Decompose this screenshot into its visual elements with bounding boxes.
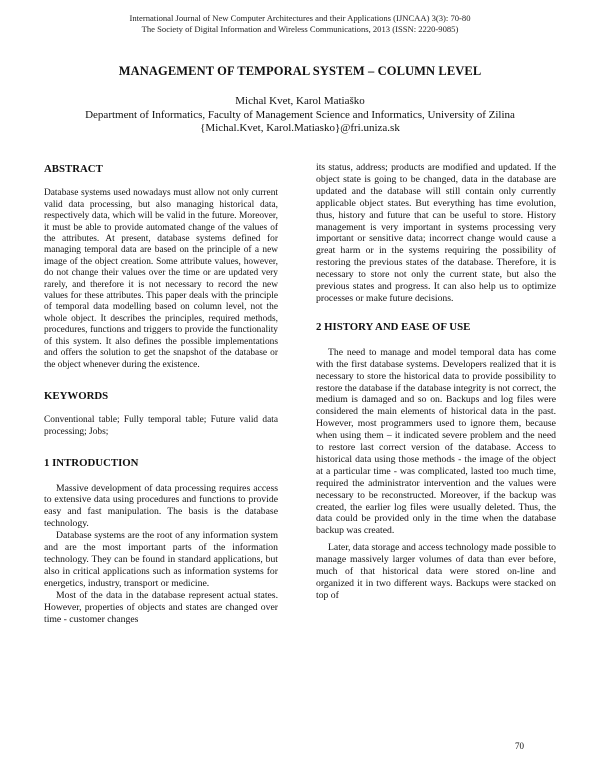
affiliation-block: [0, 109, 600, 135]
intro-paragraph-3: Most of the data in the database represent actual states. However, properties of objects and states are changed over time - customer changes: [44, 589, 278, 625]
authors: Michal Kvet, Karol Matiaško: [235, 95, 365, 107]
intro-paragraph-3-continued: its status, address; products are modified and updated. If the object state is going to be changed, data in the database are updated and the database will still contain only currently applicable object states. But everything has time evolution, thus, history and future that can be useful to store. History management is very important in systems processing very important or sensitive data; incorrect change would cause a great harm or in the systems requiring the possibility of restoring the previous states of the database. Therefore, it is necessary to store not only the current state, but also the previous states and progress. It can also help us to optimize processes or make future decisions.: [316, 162, 556, 304]
abstract-heading: ABSTRACT: [44, 163, 103, 175]
left-column: [44, 160, 278, 625]
affiliation: Department of Informatics, Faculty of Management Science and Informatics, University of Zilina: [85, 109, 515, 121]
journal-header-line-1: International Journal of New Computer Architectures and their Applications (IJNCAA) 3(3): 70-80: [129, 13, 471, 23]
introduction-heading: 1 INTRODUCTION: [44, 457, 139, 470]
journal-header-line-2: The Society of Digital Information and Wireless Communications, 2013 (ISSN: 2220-9085): [141, 24, 459, 34]
history-paragraph-2: Later, data storage and access technology made possible to manage massively larger volumes of data than ever before, much of that historical data were stored on-line and organized it in two different ways. Backups were stacked on top of: [316, 542, 556, 601]
abstract-text: Database systems used nowadays must allow not only current valid data processing, but also managing historical data, respectively data, which will be valid in the future. Moreover, it must be able to provide automated change of the values of the attributes. At present, database systems defined for managing temporal data are based on the principle of a new image of the object creation. Some attribute values, however, do not change their values over the time or are updated very rarely, and therefore it is not necessary to record the new values for these attributes. This paper deals with the principle of temporal data modelling based on column level, not the whole object. It describes the principles, required methods, procedures, functions and triggers to provide the functionality of this system. It also defines the possible implementations and offers the solution to get the snapshot of the database or the object whenever during the existence.: [44, 188, 278, 370]
right-column: [316, 162, 556, 602]
intro-paragraph-2: Database systems are the root of any information system and are the most important parts of the information technology. They can be found in standard applications, but also in critical applications such as information systems for energetics, industry, transport or medicine.: [44, 530, 278, 589]
keywords-heading: KEYWORDS: [44, 389, 109, 402]
paper-title: MANAGEMENT OF TEMPORAL SYSTEM – COLUMN LEVEL: [118, 64, 482, 78]
keywords-text: Conventional table; Fully temporal table; Future valid data processing; Jobs;: [44, 415, 278, 437]
history-heading: 2 HISTORY AND EASE OF USE: [316, 320, 471, 333]
emails: {Michal.Kvet, Karol.Matiasko}@fri.uniza.sk: [200, 122, 400, 134]
history-paragraph-1: The need to manage and model temporal data has come with the first database systems. Developers realized that it is necessary to store the historical data to provide possibility to restore the database if the database integrity is not correct, the medium is damaged and so on. Backups and log files were considered the main elements of historical data in the past. However, most programmers used to ignore them, because when using them – it indicated severe problem and the need to restore last correct version of the database. Access to historical data using those methods - the image of the object at a particular time - was complicated, lasted too much time, required the administrator intervention and the values were necessary to be reconstructed. Moreover, if the backup was created, the earlier log files were usually deleted. Thus, the data could be provided only in the time when the database backup was created.: [316, 346, 556, 537]
intro-paragraph-1: Massive development of data processing requires access to extensive data using procedures and functions to provide easy and fast manipulation. The basis is the database technology.: [44, 482, 278, 530]
page-number: 70: [515, 741, 524, 751]
